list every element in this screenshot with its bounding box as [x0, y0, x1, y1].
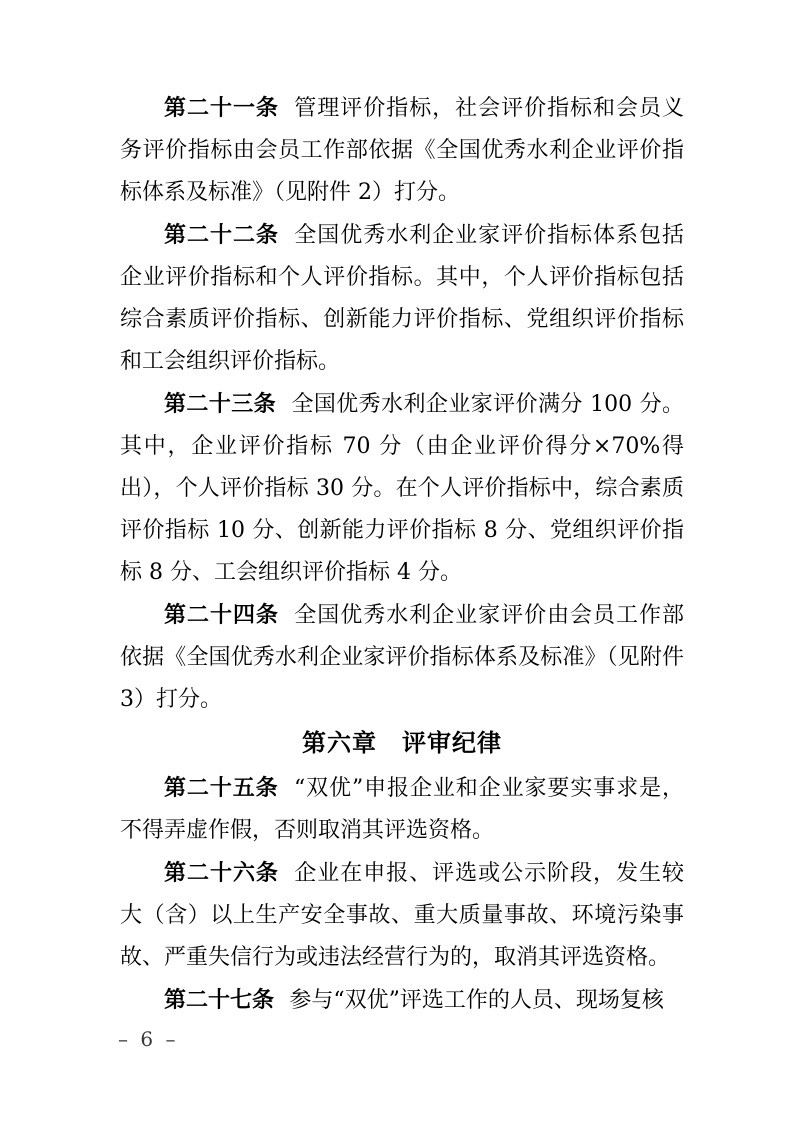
article-23-number: 第二十三条 [164, 391, 277, 417]
article-24 [120, 594, 684, 721]
article-27-text: 参与“双优”评选工作的人员、现场复核 [289, 988, 664, 1013]
article-24-number: 第二十四条 [164, 602, 279, 628]
article-25-text: “双优”申报企业和企业家要实事求是，不得弄虚作假，否则取消其评选资格。 [120, 776, 684, 843]
article-21-text: 管理评价指标，社会评价指标和会员义务评价指标由会员工作部依据《全国优秀水利企业评价指标体系及标准》（见附件 2）打分。 [120, 96, 684, 205]
article-21 [120, 87, 684, 214]
article-23 [120, 383, 684, 594]
article-22-number: 第二十二条 [164, 222, 279, 248]
article-27 [120, 979, 684, 1022]
article-22-text: 全国优秀水利企业家评价指标体系包括企业评价指标和个人评价指标。其中，个人评价指标包括综合素质评价指标、创新能力评价指标、党组织评价指标和工会组织评价指标。 [120, 223, 684, 374]
article-26-text: 企业在申报、评选或公示阶段，发生较大（含）以上生产安全事故、重大质量事故、环境污染事故、严重失信行为或违法经营行为的，取消其评选资格。 [120, 861, 684, 970]
article-25 [120, 767, 684, 852]
article-22 [120, 214, 684, 383]
page-number: – 6 – [118, 1027, 179, 1051]
article-27-number: 第二十七条 [164, 987, 275, 1013]
article-23-text: 全国优秀水利企业家评价满分 100 分。其中，企业评价指标 70 分（由企业评价得分×70%得出），个人评价指标 30 分。在个人评价指标中，综合素质评价指标 10 分、创新能力评价指标 8 分、党组织评价指标 8 分、工会组织评价指标 4 分。 [120, 392, 684, 585]
article-21-number: 第二十一条 [164, 95, 279, 121]
article-24-text: 全国优秀水利企业家评价由会员工作部依据《全国优秀水利企业家评价指标体系及标准》（见附件 3）打分。 [120, 603, 684, 712]
article-25-number: 第二十五条 [164, 775, 279, 801]
article-26 [120, 852, 684, 979]
document-body [120, 87, 684, 1022]
chapter-heading: 第六章 评审纪律 [302, 730, 502, 757]
article-26-number: 第二十六条 [164, 860, 279, 886]
